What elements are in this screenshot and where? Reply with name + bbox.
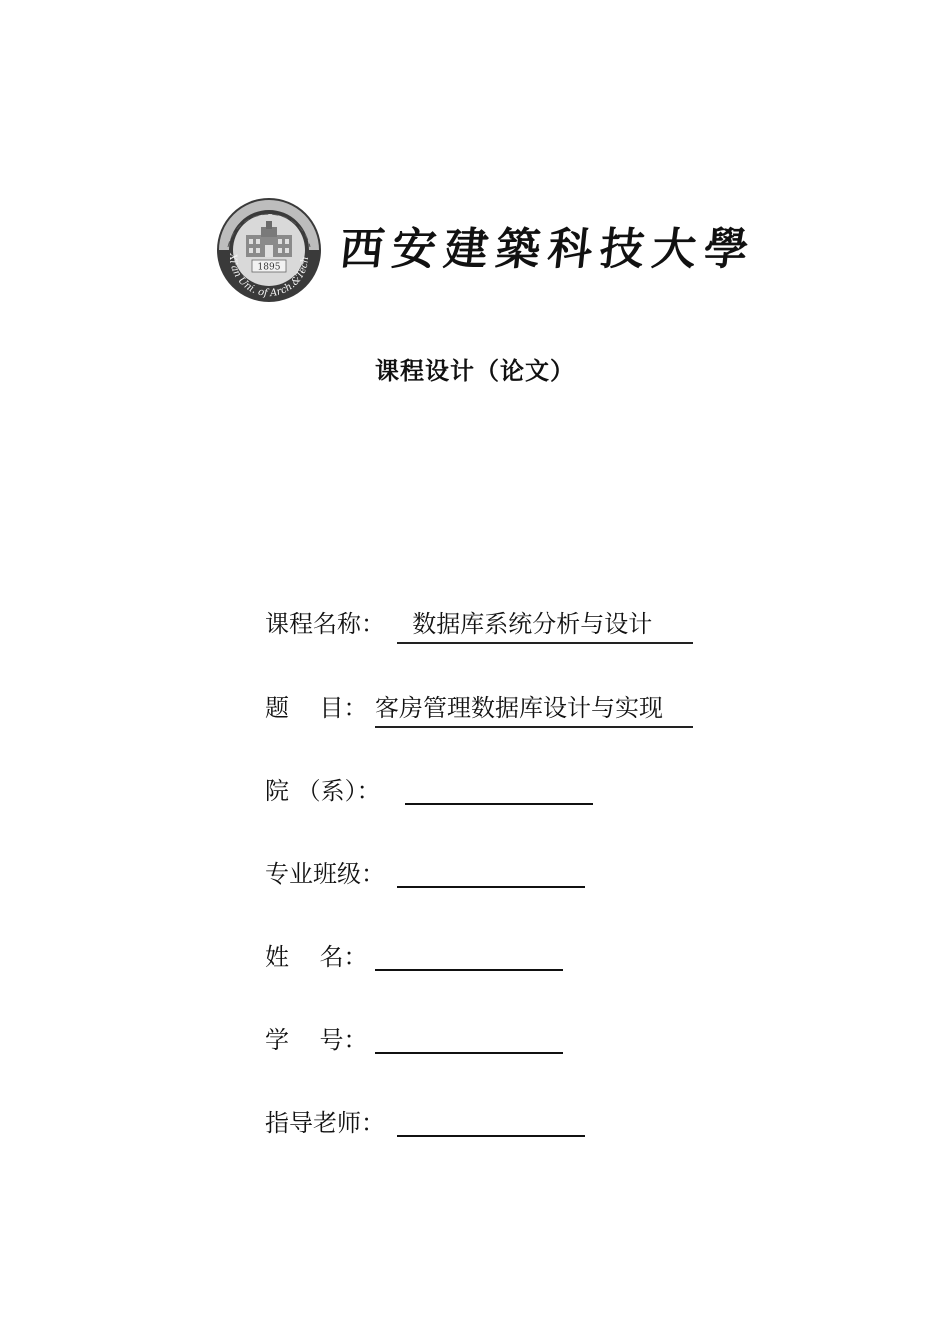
field-department bbox=[265, 771, 605, 811]
field-student-name bbox=[265, 937, 605, 977]
advisor-label: 指导老师： bbox=[265, 1109, 385, 1137]
topic-label: 题 目： bbox=[265, 694, 368, 722]
course-name-label: 课程名称： bbox=[265, 610, 385, 638]
university-name-wordmark: 西安建築科技大學 bbox=[337, 224, 759, 275]
department-label: 院 （系）： bbox=[265, 777, 381, 805]
svg-text:1895: 1895 bbox=[257, 262, 281, 273]
svg-text:Xi'an Uni. of Arch.&Tech.: Xi'an Uni. of Arch.&Tech bbox=[226, 253, 312, 300]
major-class-blank-line[interactable] bbox=[397, 886, 585, 888]
university-seal-logo bbox=[216, 197, 322, 303]
student-name-blank-line[interactable] bbox=[375, 969, 563, 971]
topic-value: 客房管理数据库设计与实现 bbox=[375, 688, 693, 728]
field-student-id bbox=[265, 1020, 605, 1060]
field-topic bbox=[265, 688, 705, 728]
field-major-class bbox=[265, 854, 605, 894]
document-title: 课程设计（论文） bbox=[375, 357, 575, 385]
course-name-value: 数据库系统分析与设计 bbox=[397, 604, 693, 644]
field-advisor bbox=[265, 1103, 605, 1143]
field-course-name bbox=[265, 604, 705, 644]
major-class-label: 专业班级： bbox=[265, 860, 385, 888]
advisor-blank-line[interactable] bbox=[397, 1135, 585, 1137]
student-id-label: 学 号： bbox=[265, 1026, 368, 1054]
student-name-label: 姓 名： bbox=[265, 943, 368, 971]
department-blank-line[interactable] bbox=[405, 803, 593, 805]
student-id-blank-line[interactable] bbox=[375, 1052, 563, 1054]
